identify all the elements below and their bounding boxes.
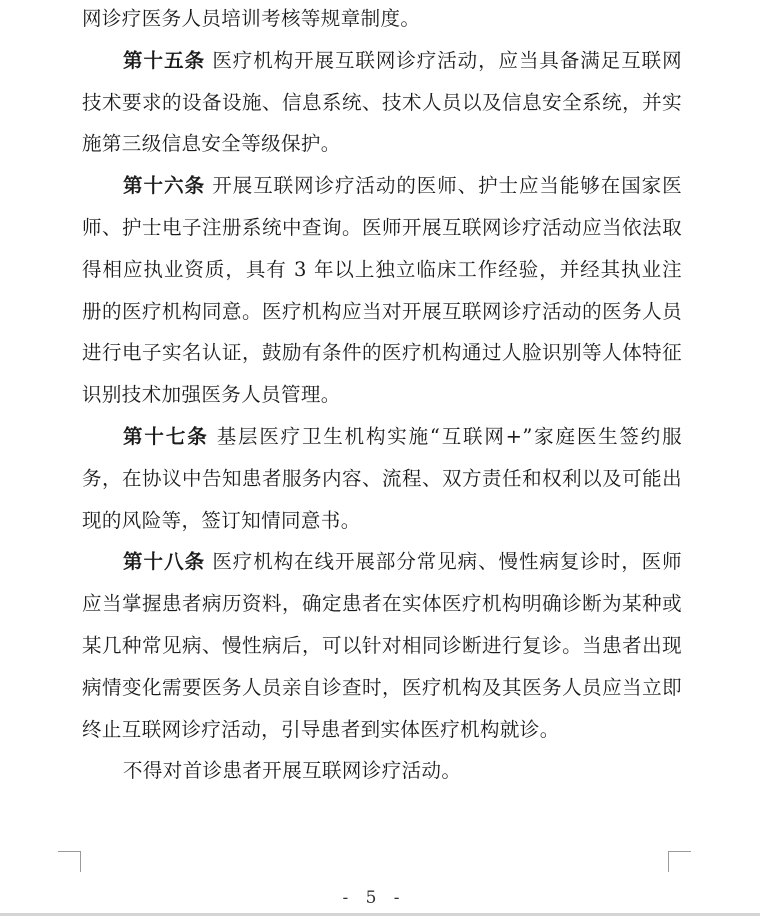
article-17-text: 基层医疗卫生机构实施“互联网+”家庭医生签约服务，在协议中告知患者服务内容、流程、双方责任和权利以及可能出现的风险等，签订知情同意书。 xyxy=(82,424,682,532)
article-16 xyxy=(82,165,682,416)
article-18-text: 医疗机构在线开展部分常见病、慢性病复诊时，医师应当掌握患者病历资料，确定患者在实体医疗机构明确诊断为某种或某几种常见病、慢性病后，可以针对相同诊断进行复诊。当患者出现病情变化需要医务人员亲自诊查时，医疗机构及其医务人员应当立即终止互联网诊疗活动，引导患者到实体医疗机构就诊。 xyxy=(82,550,682,741)
document-body xyxy=(82,0,682,792)
article-17-heading: 第十七条 xyxy=(123,424,209,448)
closing-paragraph: 不得对首诊患者开展互联网诊疗活动。 xyxy=(123,759,462,783)
margin-corner-mark-right xyxy=(668,851,691,872)
intro-line: 网诊疗医务人员培训考核等规章制度。 xyxy=(82,7,421,30)
article-15 xyxy=(82,40,682,165)
margin-corner-mark-left xyxy=(58,851,81,872)
article-18-heading: 第十八条 xyxy=(123,550,206,574)
article-18 xyxy=(82,541,682,750)
page-number: - 5 - xyxy=(342,888,406,908)
article-16-text: 开展互联网诊疗活动的医师、护士应当能够在国家医师、护士电子注册系统中查询。医师开展互联网诊疗活动应当依法取得相应执业资质，具有 3 年以上独立临床工作经验，并经其执业注册的医疗机构同意。医疗机构应当对开展互联网诊疗活动的医务人员进行电子实名认证，鼓励有条件的医疗机构通过人脸识别等人体特征识别技术加强医务人员管理。 xyxy=(82,174,682,407)
article-17 xyxy=(82,416,682,541)
article-15-text: 医疗机构开展互联网诊疗活动，应当具备满足互联网技术要求的设备设施、信息系统、技术人员以及信息安全系统，并实施第三级信息安全等级保护。 xyxy=(82,48,682,156)
article-15-heading: 第十五条 xyxy=(123,48,206,72)
article-16-heading: 第十六条 xyxy=(123,174,206,198)
